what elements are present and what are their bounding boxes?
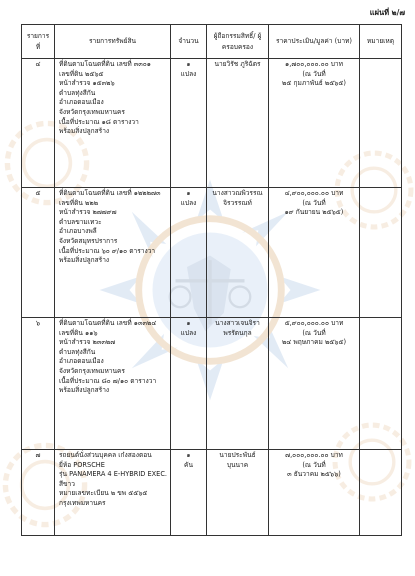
table-row (22, 59, 402, 188)
asset-description (55, 59, 171, 188)
asset-owner-line: จิรวรรณท์ (223, 198, 252, 207)
asset-quantity (171, 318, 207, 450)
asset-quantity (171, 59, 207, 188)
asset-description-line: เนื้อที่ประมาณ ๖๐ ๙/๑๐ ตารางวา (59, 246, 156, 255)
table-row (22, 318, 402, 450)
asset-description-line: ที่ดินตามโฉนดที่ดิน เลขที่ ๑๒๒๒๗๓ (59, 189, 161, 197)
asset-description-line: หมายเลขทะเบียน ๒ ขพ ๕๕๖๕ (59, 489, 148, 498)
row-no: ๕ (22, 188, 55, 318)
asset-owner-line: นายประพันธ์ (219, 451, 256, 459)
asset-description-line: เนื้อที่ประมาณ ๘๐ ๗/๑๐ ตารางวา (59, 376, 157, 385)
header-owner: ผู้ถือกรรมสิทธิ์/ ผู้ครอบครอง (207, 25, 269, 59)
asset-owner-line: นางสาวเจนจิรา (215, 319, 260, 327)
asset-description-line: เลขที่ดิน ๑๑๖ (59, 328, 98, 337)
table-row (22, 450, 402, 536)
asset-description-line: พร้อมสิ่งปลูกสร้าง (59, 386, 110, 395)
asset-owner (207, 318, 269, 450)
header-no: รายการ ที่ (22, 25, 55, 59)
asset-description-line: หน้าสำรวจ ๒๗๗๙๗ (59, 208, 117, 217)
asset-quantity (171, 188, 207, 318)
asset-description (55, 450, 171, 536)
asset-quantity-line: คัน (184, 460, 193, 469)
asset-note (360, 318, 402, 450)
header-item: รายการทรัพย์สิน (55, 25, 171, 59)
asset-description-line: ยี่ห้อ PORSCHE (59, 460, 105, 469)
asset-note (360, 59, 402, 188)
asset-value (269, 450, 360, 536)
row-no: ๔ (22, 59, 55, 188)
asset-description-line: พร้อมสิ่งปลูกสร้าง (59, 127, 110, 136)
asset-value (269, 188, 360, 318)
asset-quantity-line: ๑ (186, 60, 191, 68)
asset-description-line: เลขที่ดิน ๒๕๖๕ (59, 69, 104, 78)
table-header-row (22, 25, 402, 59)
asset-description-line: ตำบลทุ่งสีกัน (59, 88, 96, 97)
asset-value-line: (ณ วันที่ (302, 328, 326, 337)
asset-quantity-line: ๑ (186, 319, 191, 327)
asset-description-line: รถยนต์นั่งส่วนบุคคล เก๋งสองตอน (59, 451, 152, 459)
asset-description-line: อำเภอดอนเมือง (59, 98, 104, 107)
asset-value-line: ๓ ธันวาคม ๒๕๖๖) (287, 470, 341, 479)
asset-note (360, 188, 402, 318)
asset-quantity-line: แปลง (180, 328, 197, 337)
table-row (22, 188, 402, 318)
header-note: หมายเหตุ (360, 25, 402, 59)
header-value: ราคาประเมิน/มูลค่า (บาท) (269, 25, 360, 59)
asset-value-line: (ณ วันที่ (302, 69, 326, 78)
asset-description-line: เลขที่ดิน ๒๒๒ (59, 198, 99, 207)
asset-description-line: ตำบลขามเทวะ (59, 217, 102, 226)
asset-description-line: สีขาว (59, 479, 75, 488)
asset-owner-line: นายวิรัช ภูริฉัตร (214, 60, 261, 68)
asset-description-line: ที่ดินตามโฉนดที่ดิน เลขที่ ๓๓๐๑ (59, 60, 151, 68)
asset-description-line: หน้าสำรวจ ๒๓๓๒๗ (59, 338, 116, 347)
asset-value-line: ๔,๙๐๐,๐๐๐.๐๐ บาท (284, 189, 344, 197)
asset-description-line: พร้อมสิ่งปลูกสร้าง (59, 256, 110, 265)
asset-value-line: ๒๔ พฤษภาคม ๒๕๖๕) (281, 338, 347, 347)
asset-description-line: จังหวัดกรุงเทพมหานคร (59, 107, 125, 116)
asset-owner (207, 188, 269, 318)
asset-description-line: อำเภอบางพลี (59, 227, 97, 236)
asset-value-line: ๑๙ กันยายน ๒๕๖๕) (284, 208, 344, 217)
asset-value-line: (ณ วันที่ (302, 198, 326, 207)
asset-quantity-line: ๑ (186, 189, 191, 197)
asset-quantity-line: แปลง (180, 198, 197, 207)
asset-description-line: ที่ดินตามโฉนดที่ดิน เลขที่ ๑๓๓๒๔ (59, 319, 157, 327)
asset-quantity (171, 450, 207, 536)
asset-quantity-line: แปลง (180, 69, 197, 78)
page-number: แผ่นที่ ๒/๗ (369, 8, 405, 17)
asset-quantity-line: ๑ (186, 451, 191, 459)
row-no: ๖ (22, 318, 55, 450)
asset-description-line: จังหวัดกรุงเทพมหานคร (59, 366, 125, 375)
asset-value-line: ๑,๗๐๐,๐๐๐.๐๐ บาท (285, 60, 343, 68)
asset-value (269, 59, 360, 188)
asset-description-line: รุ่น PANAMERA 4 E-HYBRID EXEC. (59, 470, 168, 479)
asset-description-line: กรุงเทพมหานคร (59, 498, 106, 507)
asset-owner (207, 59, 269, 188)
asset-value-line: (ณ วันที่ (302, 460, 326, 469)
asset-owner-line: นางสาวณพิวรรณ (212, 189, 263, 197)
asset-description (55, 318, 171, 450)
asset-description (55, 188, 171, 318)
asset-note (360, 450, 402, 536)
asset-owner (207, 450, 269, 536)
asset-value-line: ๕,๙๐๐,๐๐๐.๐๐ บาท (284, 319, 344, 327)
asset-value (269, 318, 360, 450)
header-qty: จำนวน (171, 25, 207, 59)
asset-description-line: อำเภอดอนเมือง (59, 357, 104, 366)
asset-table (21, 24, 402, 536)
row-no: ๗ (22, 450, 55, 536)
asset-owner-line: บุนนาค (226, 460, 249, 469)
asset-value-line: ๒๕ กุมภาพันธ์ ๒๕๖๕) (282, 79, 346, 88)
asset-owner-line: พรรัตนกุล (223, 328, 252, 337)
asset-description-line: ตำบลทุ่งสีกัน (59, 347, 96, 356)
asset-description-line: หน้าสำรวจ ๑๕๓๒๖ (59, 79, 115, 88)
asset-description-line: เนื้อที่ประมาณ ๑๘ ตารางวา (59, 117, 139, 126)
asset-description-line: จังหวัดสมุทรปราการ (59, 236, 118, 245)
asset-value-line: ๗,๐๐๐,๐๐๐.๐๐ บาท (285, 451, 343, 459)
